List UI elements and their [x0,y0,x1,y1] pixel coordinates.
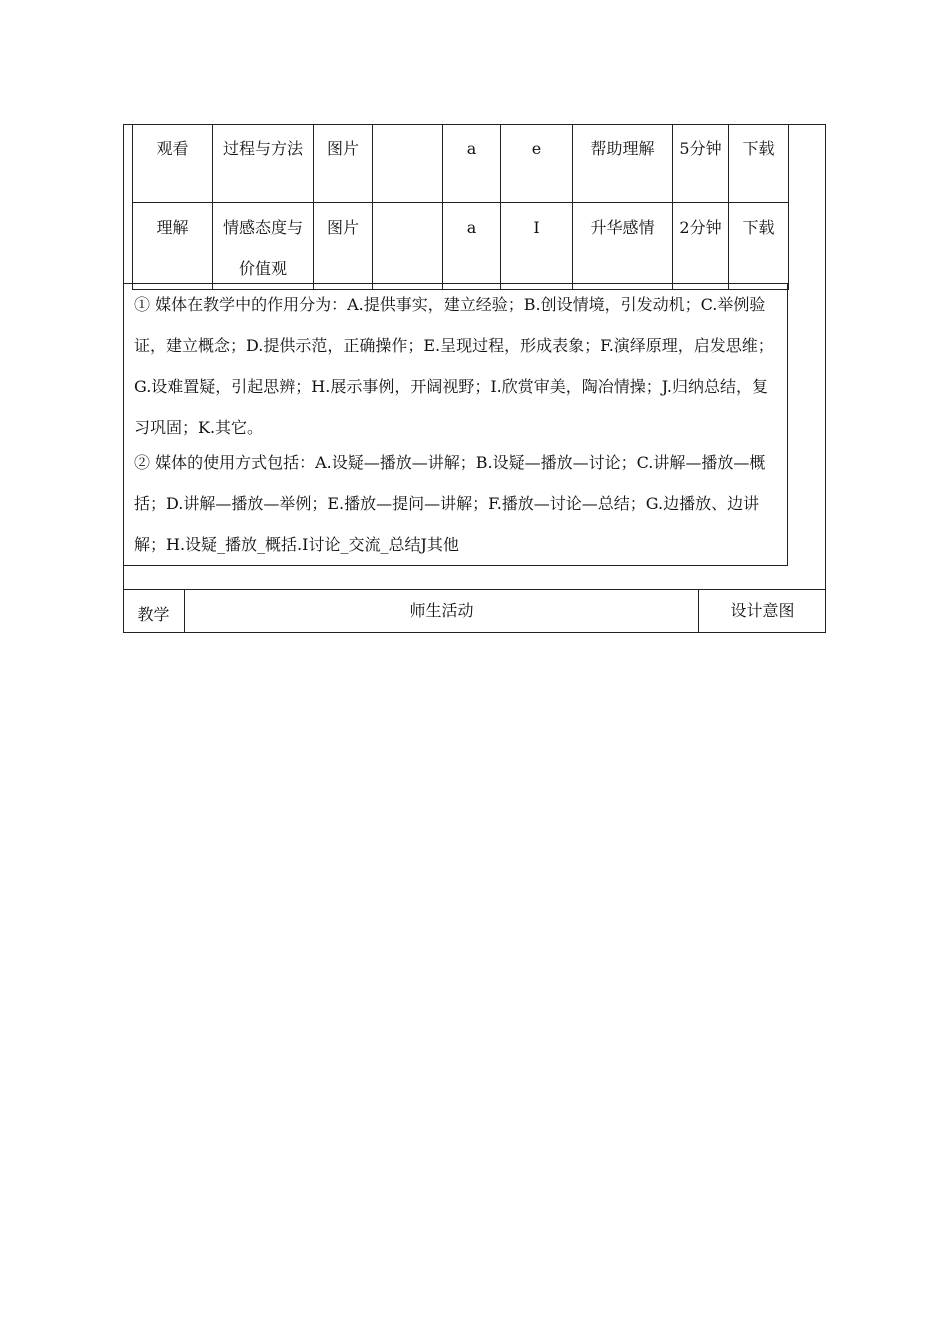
table-row [133,124,789,202]
cell-goal: 情感态度与价值观 [213,202,314,289]
note-media-roles: ① 媒体在教学中的作用分为：A.提供事实，建立经验；B.创设情境，引发动机；C.举例验证，建立概念；D.提供示范，正确操作；E.呈现过程，形成表象；F.演绎原理，启发思维；G.设难置疑，引起思辨；H.展示事例，开阔视野；I.欣赏审美，陶冶情操；J.归纳总结，复习巩固；K.其它。 [134,295,774,437]
cell-usage: I [501,202,573,289]
intent-label: 设计意图 [730,601,795,620]
teaching-header-row [123,589,826,633]
cell-purpose: 升华感情 [573,202,673,289]
teaching-label: 教学 [123,590,185,633]
cell-role: a [443,124,501,202]
cell-duration: 2分钟 [673,202,729,289]
cell-role: a [443,202,501,289]
cell-media-type: 图片 [314,202,373,289]
activity-label: 师生活动 [185,590,699,633]
notes-box [123,283,788,566]
cell-source: 下载 [729,124,789,202]
cell-goal: 过程与方法 [213,124,314,202]
cell-purpose: 帮助理解 [573,124,673,202]
cell-duration: 5分钟 [673,124,729,202]
cell-blank [373,202,443,289]
cell-usage: e [501,124,573,202]
cell-media-type: 图片 [314,124,373,202]
note-media-usage: ② 媒体的使用方式包括：A.设疑—播放—讲解；B.设疑—播放—讨论；C.讲解—播放—概括；D.讲解—播放—举例；E.播放—提问—讲解；F.播放—讨论—总结；G.边播放、边讲解；H.设疑_播放_概括.I讨论_交流_总结J其他 [134,453,766,554]
table-row [133,202,789,289]
media-table [132,124,789,290]
cell-activity: 理解 [133,202,213,289]
cell-source: 下载 [729,202,789,289]
cell-activity: 观看 [133,124,213,202]
cell-blank [373,124,443,202]
